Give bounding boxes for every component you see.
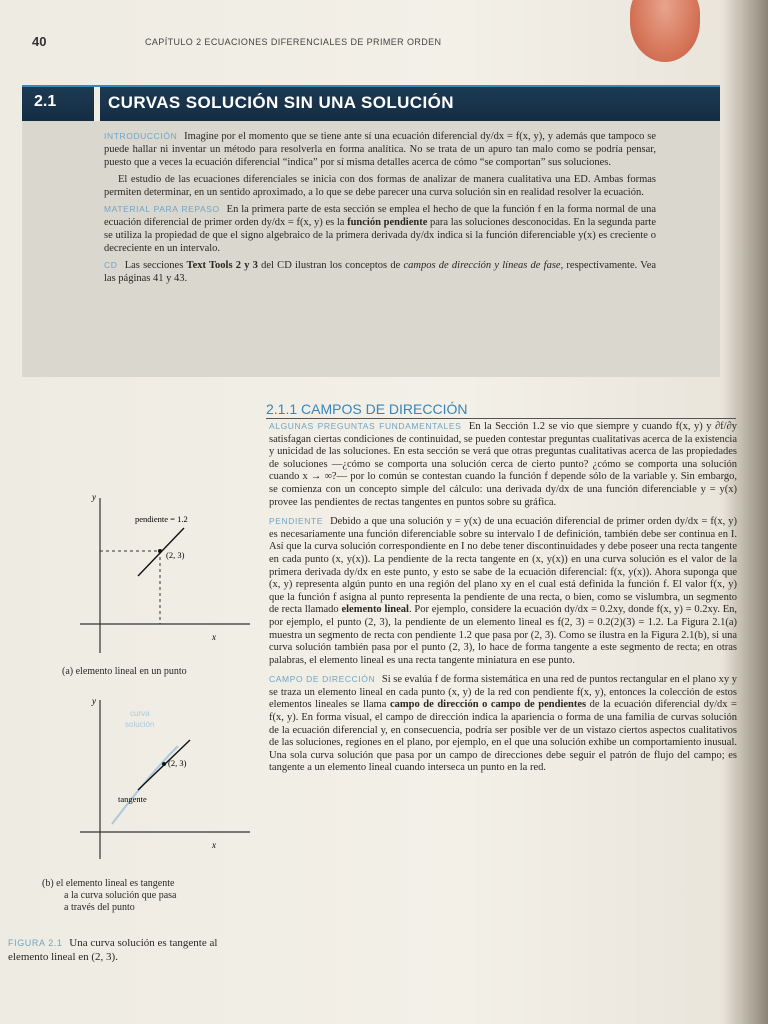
section-title: CURVAS SOLUCIÓN SIN UNA SOLUCIÓN — [108, 93, 454, 112]
page-number: 40 — [32, 34, 47, 49]
intro-paragraph — [104, 130, 656, 169]
running-title: CAPÍTULO 2 ECUACIONES DIFERENCIALES DE PRIMER ORDEN — [145, 37, 442, 47]
figure-a-slope-label: pendiente = 1.2 — [135, 514, 188, 524]
figure-a-line-element — [80, 488, 280, 663]
intro-label: INTRODUCCIÓN — [104, 131, 178, 141]
direction-field-label: CAMPO DE DIRECCIÓN — [269, 674, 376, 685]
figure-b-tangent-label: tangente — [118, 794, 147, 804]
subsection-title: 2.1.1 CAMPOS DE DIRECCIÓN — [266, 401, 736, 419]
section-title-bar — [22, 85, 720, 123]
figure-b-caption: (b) el elemento lineal es tangente a la curva solución que pasa a través del punto — [42, 878, 177, 913]
figure-a-y-label: y — [92, 492, 96, 502]
figure-b-point-label: (2, 3) — [168, 758, 187, 768]
title-divider — [94, 87, 100, 123]
figure-a-caption: (a) elemento lineal en un punto — [62, 666, 187, 677]
figure-b-curve-label: curva — [130, 709, 150, 718]
figure-a-point — [158, 549, 162, 553]
slope-label: PENDIENTE — [269, 516, 324, 527]
paragraph-questions: ALGUNAS PREGUNTAS FUNDAMENTALES En la Sección 1.2 se vio que siempre y cuando f(x, y) y ∂f/∂y satisfagan ciertas condiciones de continuidad, se pueden contestar preguntas cualitativas acerca de la existencia y unicidad de las soluciones. En esta sección se verá que otras preguntas cualitativas acerca de las propiedades de soluciones —¿cómo se comporta una solución cerca de cierto punto? ¿cómo se comporta una solución cuando x → ∞?— por lo común se contestan cuando la función f depende sólo de la variable y. Sin embargo, se comienza con un concepto simple del cálculo: una derivada dy/dx de una función diferenciable y = y(x) provee las pendientes de rectas tangentes en puntos sobre su gráfica. — [269, 421, 737, 508]
intro-text — [104, 130, 656, 289]
review-paragraph: MATERIAL PARA REPASO En la primera parte de esta sección se emplea el hecho de que la función f en la forma normal de una ecuación diferencial de primer orden dy/dx = f(x, y) es la función pendiente para las soluciones desconocidas. En la segunda parte se utiliza la propiedad de que el signo algebraico de la primera derivada dy/dx indica si la función diferenciable y(x) es creciente o decreciente en un intervalo. — [104, 204, 656, 254]
cd-paragraph: CD Las secciones Text Tools 2 y 3 del CD ilustran los conceptos de campos de dirección y líneas de fase, respectivamente. Vea las páginas 41 y 43. — [104, 260, 657, 284]
figure-b-x-label: x — [212, 840, 216, 850]
figure-b-tangent — [80, 694, 280, 869]
figure-a-x-label: x — [212, 632, 216, 642]
figure-b-point — [162, 762, 166, 766]
subsection-body — [269, 420, 737, 781]
paragraph-slope: PENDIENTE Debido a que una solución y = y(x) de una ecuación diferencial de primer orden dy/dx = f(x, y) es necesariamente una función diferenciable sobre su intervalo I de definición, también debe ser continua en I. Así que la curva solución correspondiente en I no debe tener discontinuidades y debe poseer una recta tangente en cada punto (x, y(x)). La pendiente de la recta tangente en (x, y(x)) en una curva solución es el valor de la primera derivada dy/dx en este punto, y esto se sabe de la ecuación diferencial: f(x, y(x)). Ahora suponga que (x, y) representa algún punto en una región del plano xy en el cual está definida la función f. El valor f(x, y) que la función f asigna al punto representa la pendiente de una recta, o bien, como se vislumbra, un segmento de recta llamado elemento lineal. Por ejemplo, considere la ecuación dy/dx = 0.2xy, donde f(x, y) = 0.2xy. En, por ejemplo, el punto (2, 3), la pendiente de un elemento lineal es f(2, 3) = 0.2(2)(3) = 1.2. La Figura 2.1(a) muestra un segmento de recta con pendiente 1.2 que pasa por (2, 3). Como se ilustra en la Figura 2.1(b), si una curva solución también pasa por el punto (2, 3), lo hace de forma tangente a este segmento de recta; en otras palabras, el elemento lineal es una recta tangente miniatura en ese punto. — [269, 516, 737, 666]
questions-label: ALGUNAS PREGUNTAS FUNDAMENTALES — [269, 421, 462, 431]
figure-b-y-label: y — [92, 696, 96, 706]
intro-p2: El estudio de las ecuaciones diferenciales se inicia con dos formas de analizar de manera cualitativa una ED. Ambas formas permiten determinar, en un sentido aproximado, a lo que se debe parecer una curva solución sin en realidad resolver la ecuación. — [104, 174, 656, 198]
paragraph-direction-field: CAMPO DE DIRECCIÓN Si se evalúa f de forma sistemática en una red de puntos rectangular en el plano xy y se traza un elemento lineal en cada punto (x, y) de la red con pendiente f(x, y), entonces la colección de estos elementos lineales se llama campo de dirección o campo de pendientes de la ecuación diferencial dy/dx = f(x, y). En forma visual, el campo de dirección indica la apariencia o forma de una familia de curvas solución de la ecuación diferencial y, en consecuencia, podría ser posible ver de un vistazo ciertos aspectos cualitativos de las soluciones, regiones en el plano, por ejemplo, en el que una solución exhibe un comportamiento inusual. Una sola curva solución que pasa por un campo de direcciones debe seguir el patrón de flujo del campo; es tangente a un elemento lineal cuando interseca un punto en la red. — [269, 674, 738, 774]
figure-caption: FIGURA 2.1 Una curva solución es tangente al elemento lineal en (2, 3). — [8, 937, 218, 963]
cd-label: CD — [104, 260, 118, 270]
figure-a-point-label: (2, 3) — [166, 550, 185, 560]
intro-paragraph-2 — [104, 173, 656, 199]
intro-p1: Imagine por el momento que se tiene ante sí una ecuación diferencial dy/dx = f(x, y), y además que tampoco se puede hallar ni inventar un método para resolverla en forma analítica. No se trata de un apuro tan malo como se podría pensar, puesto que a veces la ecuación diferencial “indica” por sí misma detalles acerca de cómo “se comportan” sus soluciones. — [104, 131, 656, 168]
figure-label: FIGURA 2.1 — [8, 938, 63, 948]
section-number: 2.1 — [34, 93, 57, 110]
figure-b-curve-label-2: solución — [125, 720, 155, 729]
review-label: MATERIAL PARA REPASO — [104, 204, 220, 214]
